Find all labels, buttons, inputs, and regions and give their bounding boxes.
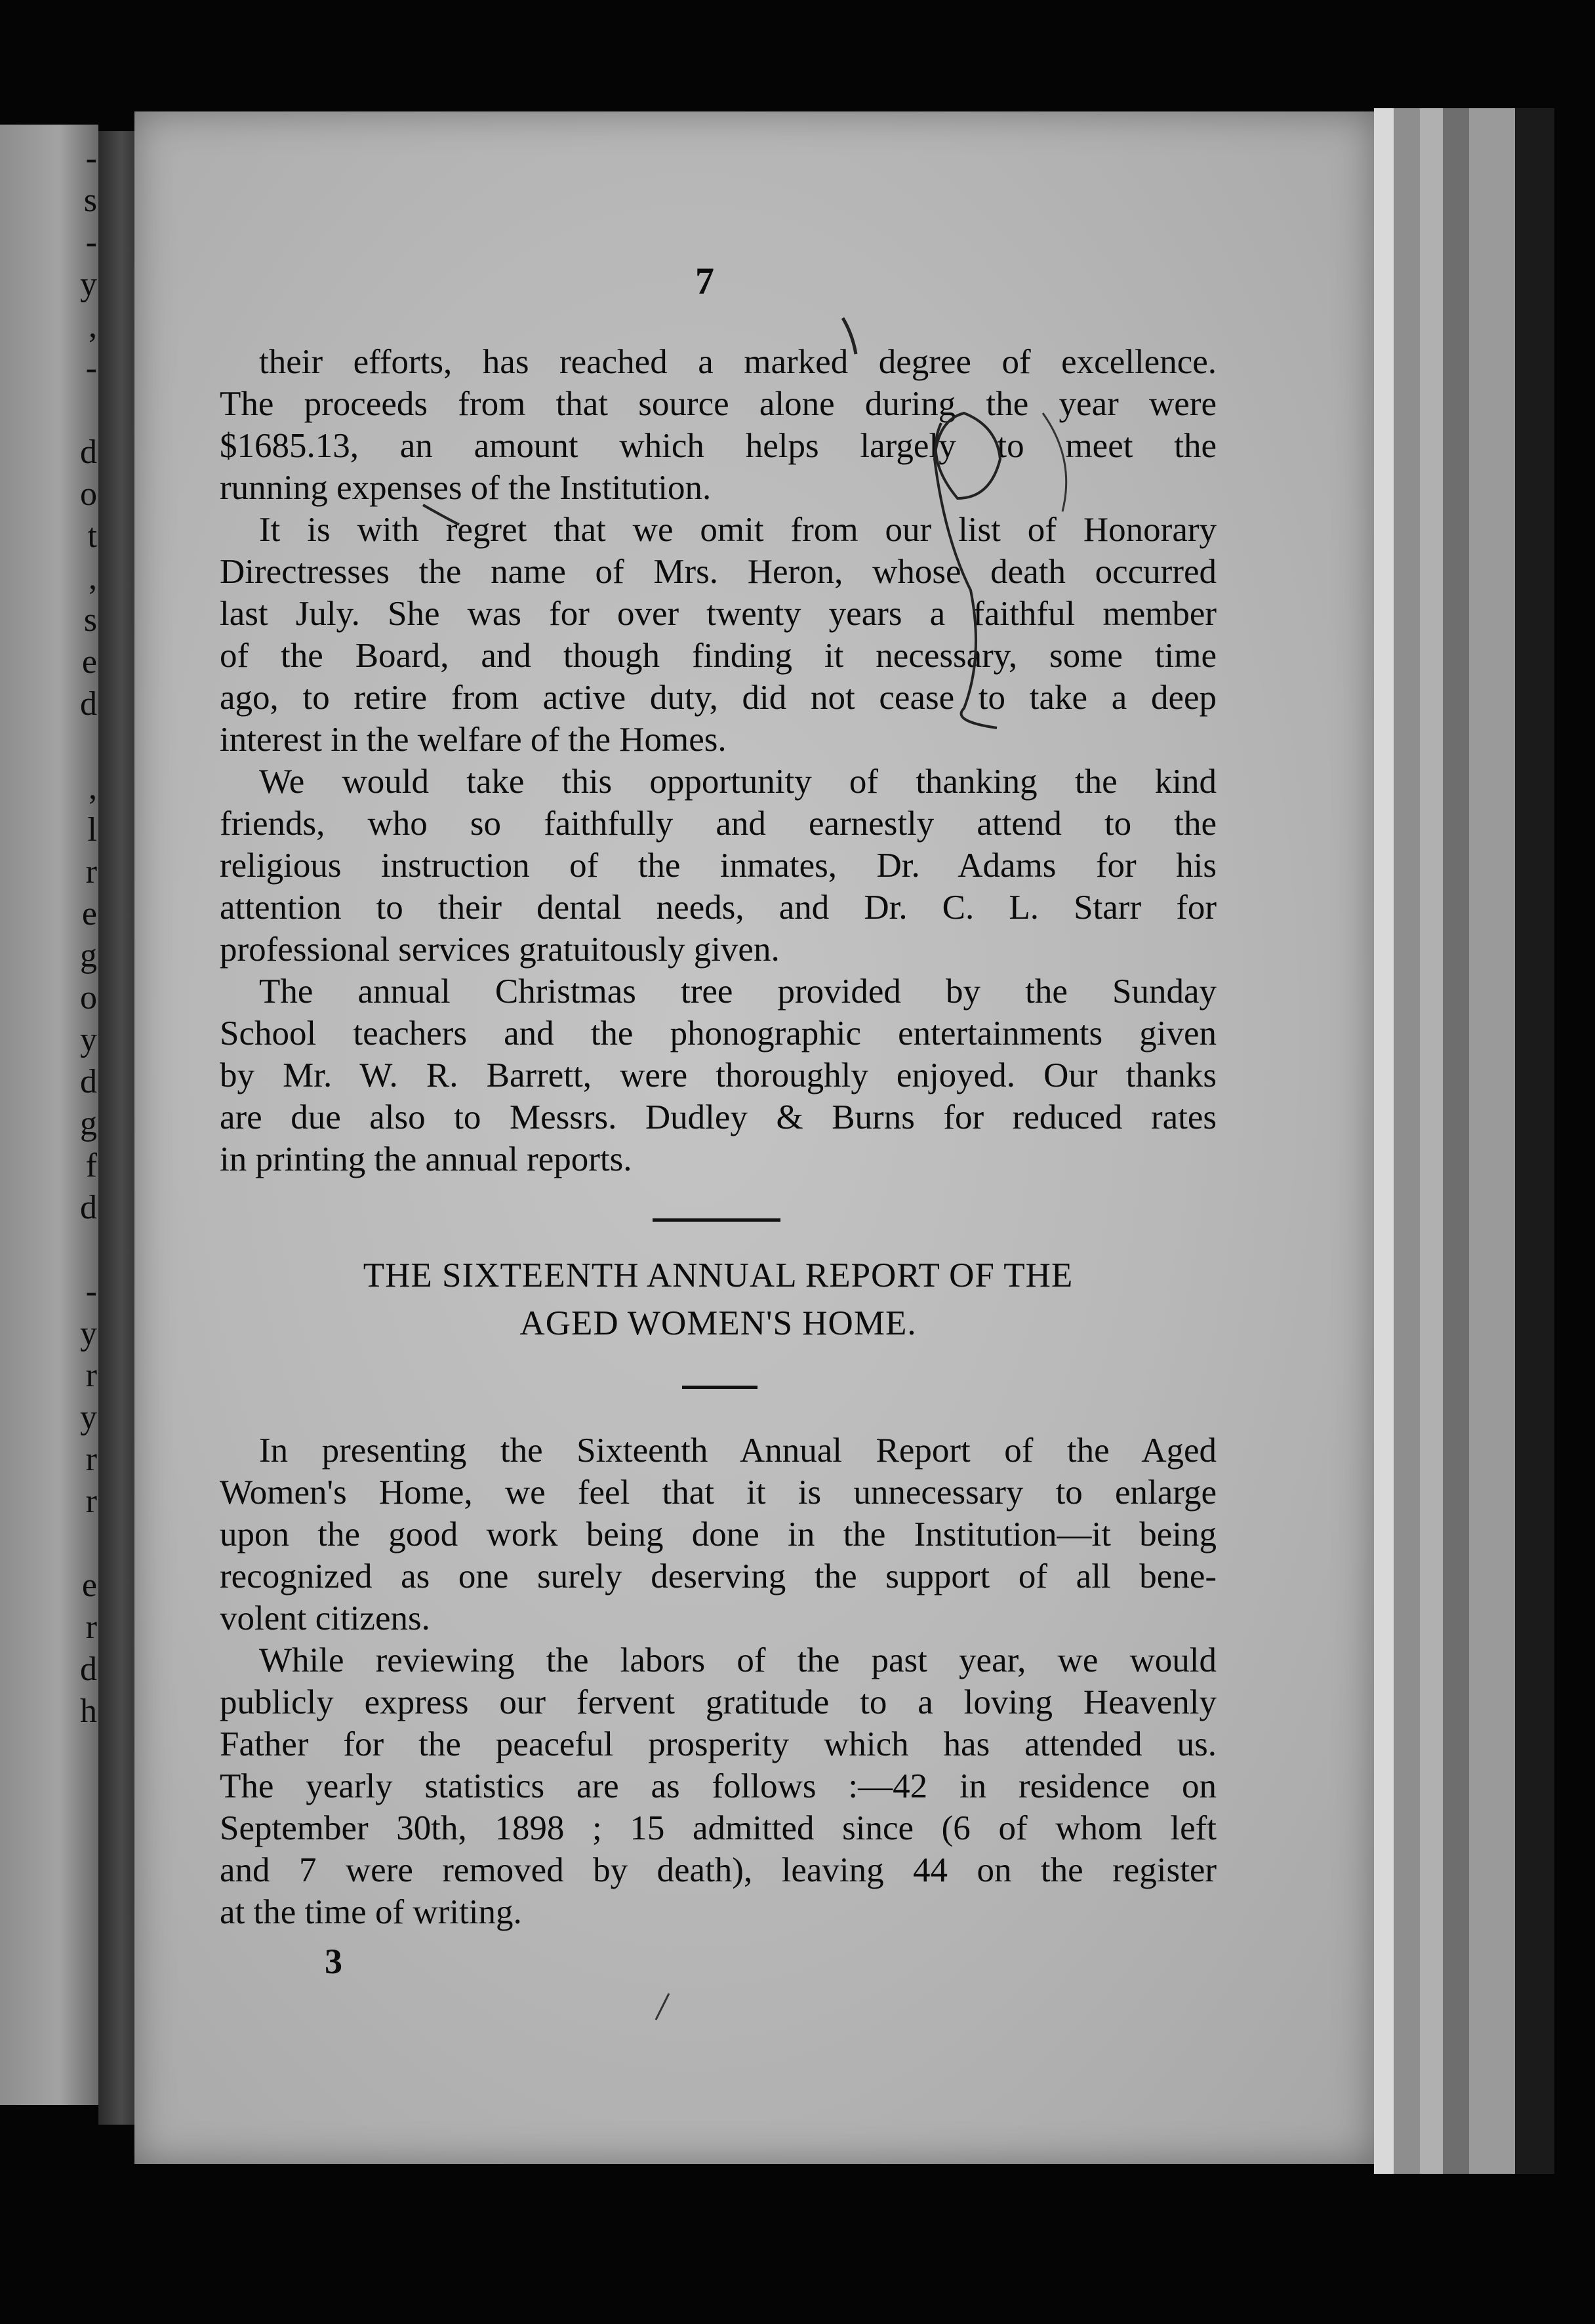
page-edge — [1469, 108, 1515, 2174]
paragraph-line: In presenting the Sixteenth Annual Report of the Aged — [259, 1432, 1217, 1470]
paragraph-line: their efforts, has reached a marked degree of excellence. — [259, 343, 1217, 381]
page-edge — [1394, 108, 1420, 2174]
facing-page-fragment: r — [85, 1441, 97, 1478]
section-rule — [653, 1218, 780, 1222]
paragraph-line: and 7 were removed by death), leaving 44 on the register — [220, 1851, 1217, 1889]
paragraph-line: It is with regret that we omit from our list of Honorary — [259, 511, 1217, 549]
paragraph-line: professional services gratuitously given. — [220, 931, 780, 969]
facing-page-fragment: y — [80, 1399, 97, 1436]
facing-page-fragment: y — [80, 1315, 97, 1352]
facing-page-fragment: d — [80, 685, 97, 723]
paragraph-line: religious instruction of the inmates, Dr. Adams for his — [220, 847, 1217, 885]
page-edge — [1443, 108, 1469, 2174]
facing-page-fragment: d — [80, 1063, 97, 1100]
facing-page-fragment — [5, 1523, 97, 1565]
facing-page-fragment: y — [80, 266, 97, 303]
paragraph-line: of the Board, and though finding it necessary, some time — [220, 637, 1217, 675]
paragraph-line: volent citizens. — [220, 1599, 430, 1637]
paragraph-line: upon the good work being done in the Institution—it being — [220, 1515, 1217, 1553]
paragraph-line: in printing the annual reports. — [220, 1140, 632, 1178]
facing-page-fragment: h — [80, 1693, 97, 1730]
page-edge — [1374, 108, 1394, 2174]
section-heading-line-1: THE SIXTEENTH ANNUAL REPORT OF THE — [363, 1256, 1074, 1294]
facing-page-text-fragments — [5, 138, 97, 1733]
facing-page-fragment: t — [87, 517, 97, 555]
paragraph-line: by Mr. W. R. Barrett, were thoroughly enjoyed. Our thanks — [220, 1056, 1217, 1094]
facing-page-fragment — [5, 725, 97, 767]
facing-page-fragment: - — [85, 140, 97, 177]
paragraph-line: attention to their dental needs, and Dr. C. L. Starr for — [220, 889, 1217, 927]
facing-page-fragment: e — [81, 1567, 97, 1604]
facing-page-fragment: e — [81, 643, 97, 681]
paragraph-line: interest in the welfare of the Homes. — [220, 721, 727, 759]
paragraph-line: are due also to Messrs. Dudley & Burns for reduced rates — [220, 1098, 1217, 1136]
paragraph-line: September 30th, 1898 ; 15 admitted since (6 of whom left — [220, 1809, 1217, 1847]
facing-page-fragment: , — [89, 308, 97, 345]
paragraph-line: last July. She was for over twenty years a faithful member — [220, 595, 1217, 633]
page-number: 7 — [695, 260, 714, 302]
facing-page-fragment: o — [80, 979, 97, 1016]
facing-page-fragment: s — [83, 601, 97, 639]
paragraph-line: The yearly statistics are as follows :—42 in residence on — [220, 1767, 1217, 1805]
facing-page-fragment: d — [80, 1189, 97, 1226]
facing-page-fragment: e — [81, 895, 97, 932]
paragraph-line: at the time of writing. — [220, 1893, 522, 1931]
facing-page-fragment: r — [85, 1357, 97, 1394]
facing-page-fragment: r — [85, 853, 97, 891]
facing-page-fragment: d — [80, 433, 97, 471]
facing-page-fragment: , — [89, 769, 97, 807]
paragraph-line: While reviewing the labors of the past year, we would — [259, 1641, 1217, 1679]
facing-page-fragment: g — [80, 1105, 97, 1142]
facing-page-fragment — [5, 390, 97, 431]
paragraph-line: publicly express our fervent gratitude to a loving Heavenly — [220, 1683, 1217, 1721]
facing-page-fragment: f — [85, 1147, 97, 1184]
paragraph-line: recognized as one surely deserving the support of all bene- — [220, 1557, 1217, 1595]
paragraph-line: Women's Home, we feel that it is unnecessary to enlarge — [220, 1473, 1217, 1512]
paragraph-line: ago, to retire from active duty, did not cease to take a deep — [220, 679, 1217, 717]
facing-page-fragment: r — [85, 1483, 97, 1520]
paragraph-line: The proceeds from that source alone during the year were — [220, 385, 1217, 423]
paragraph-line: friends, who so faithfully and earnestly attend to the — [220, 805, 1217, 843]
paragraph-line: Father for the peaceful prosperity which has attended us. — [220, 1725, 1217, 1763]
facing-page-fragment: o — [80, 475, 97, 513]
paragraph-line: $1685.13, an amount which helps largely to meet the — [220, 427, 1217, 465]
section-heading-line-2: AGED WOMEN'S HOME. — [519, 1304, 917, 1342]
facing-page-fragment: d — [80, 1651, 97, 1688]
facing-page-fragment: - — [85, 1273, 97, 1310]
page-edge — [1420, 108, 1443, 2174]
book-cover-edge — [1515, 108, 1554, 2174]
paragraph-line: The annual Christmas tree provided by the Sunday — [259, 972, 1217, 1011]
paragraph-line: We would take this opportunity of thanking the kind — [259, 763, 1217, 801]
facing-page-fragment — [5, 1229, 97, 1271]
facing-page-fragment: s — [83, 182, 97, 219]
paragraph-line: Directresses the name of Mrs. Heron, whose death occurred — [220, 553, 1217, 591]
facing-page-fragment: l — [87, 811, 97, 849]
facing-page-fragment: , — [89, 559, 97, 597]
facing-page-fragment: - — [85, 224, 97, 261]
facing-page-fragment: - — [85, 350, 97, 387]
paragraph-line: running expenses of the Institution. — [220, 469, 712, 507]
signature-mark: 3 — [325, 1942, 342, 1981]
facing-page-fragment: r — [85, 1609, 97, 1646]
facing-page-fragment: g — [80, 937, 97, 974]
section-rule — [682, 1386, 757, 1389]
paragraph-line: School teachers and the phonographic entertainments given — [220, 1014, 1217, 1052]
facing-page-fragment: y — [80, 1021, 97, 1058]
